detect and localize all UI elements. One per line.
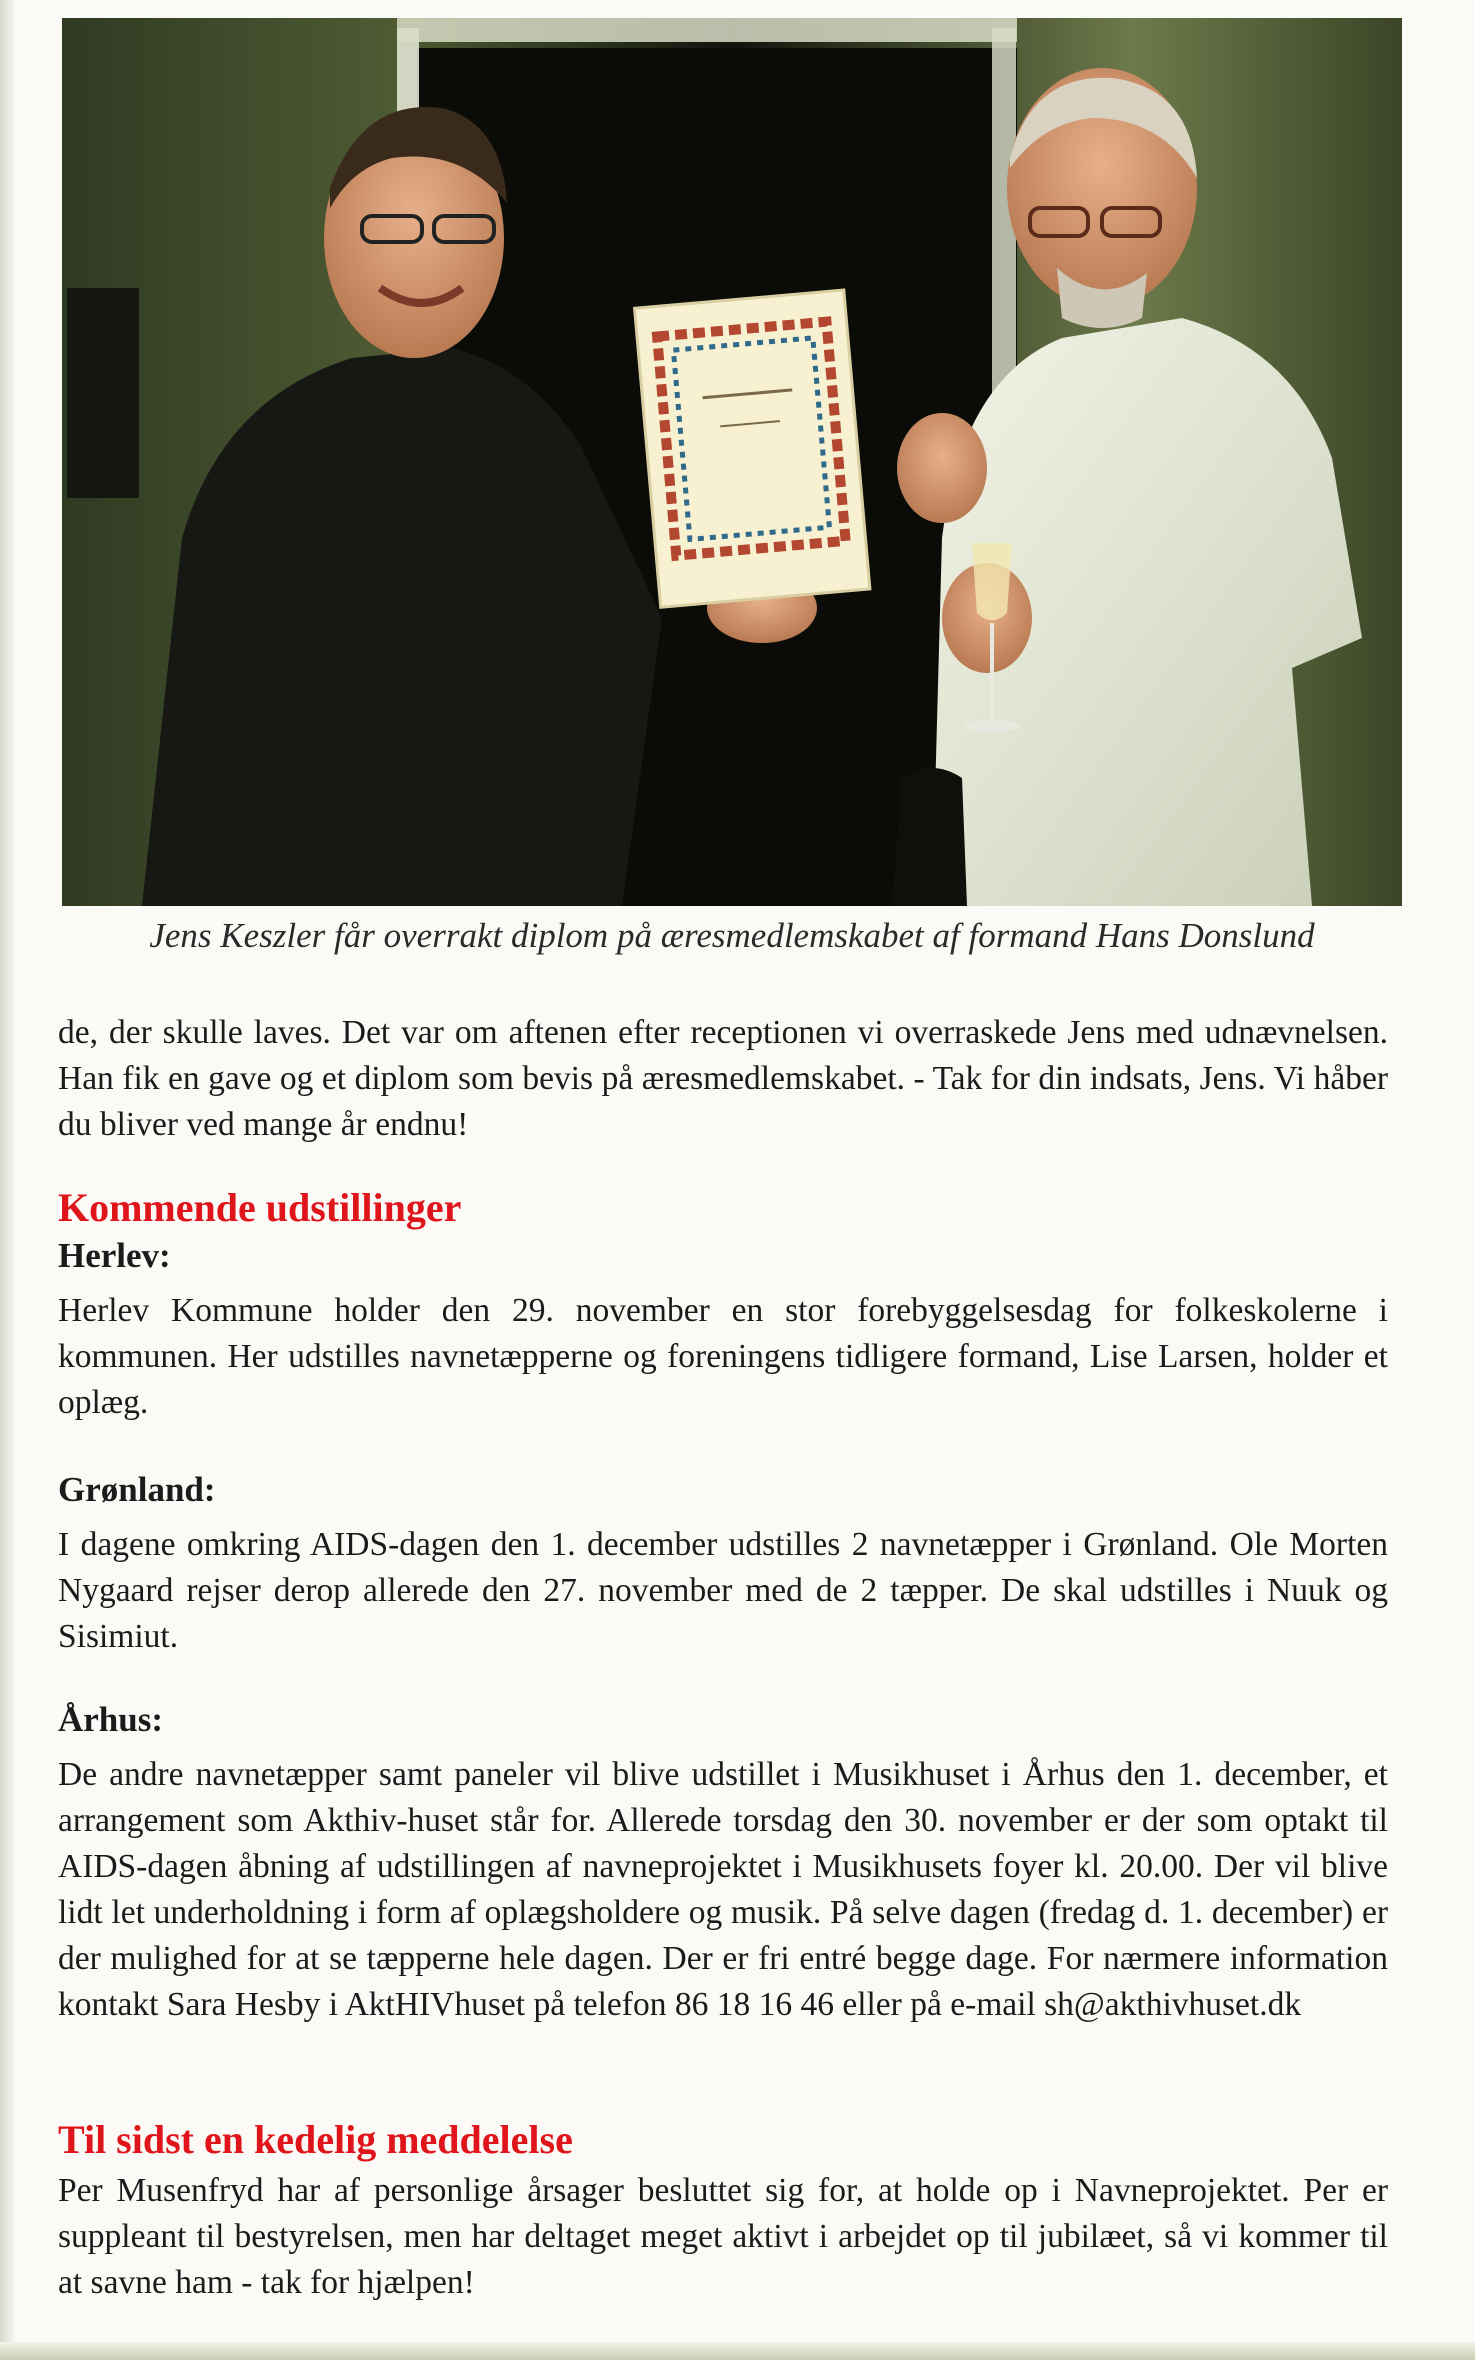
notice-paragraph [58, 2168, 1388, 2306]
subheading-herlev: Herlev: [58, 1236, 171, 1275]
award-photo [62, 18, 1402, 906]
section-title-upcoming: Kommende udstillinger [58, 1185, 462, 1230]
subheading-aarhus: Århus: [58, 1700, 164, 1739]
subheading-groenland: Grønland: [58, 1470, 216, 1509]
aarhus-paragraph [58, 1752, 1388, 2028]
intro-text: de, der skulle laves. Det var om aftenen efter receptionen vi overraskede Jens med udnævnelsen. Han fik en gave og et diplom som bevis på æresmedlemskabet. - Tak for din indsats, Jens. Vi håber du bliver ved mange år endnu! [58, 1014, 1388, 1143]
intro-paragraph [58, 1010, 1388, 1148]
contact-email-link[interactable]: sh@akthivhuset.dk [1044, 1986, 1302, 2023]
herlev-text: Herlev Kommune holder den 29. november en stor forebyggelsesdag for folkeskolerne i kommunen. Her udstilles navnetæpperne og foreningens tidligere formand, Lise Larsen, holder et oplæg. [58, 1292, 1388, 1421]
notice-text: Per Musenfryd har af personlige årsager besluttet sig for, at holde op i Navneprojektet. Per er suppleant til bestyrelsen, men har deltaget meget aktivt i arbejdet op til jubilæet, så vi kommer til at savne ham - tak for hjælpen! [58, 2172, 1388, 2301]
page-edge-shadow [0, 0, 14, 2360]
aarhus-text: De andre navnetæpper samt paneler vil blive udstillet i Musikhuset i Århus den 1. december, et arrangement som Akthiv-huset står for. Allerede torsdag den 30. november er der som optakt til AIDS-dagen åbning af udstillingen af navneprojektet i Musikhusets foyer kl. 20.00. Der vil blive lidt let underholdning i form af oplægsholdere og musik. På selve dagen (fredag d. 1. december) er der mulighed for at se tæpperne hele dagen. Der er fri entré begge dage. For nærmere information kontakt Sara Hesby i AktHIVhuset på telefon 86 18 16 46 eller på e-mail [58, 1756, 1388, 2023]
photo-illustration [62, 18, 1402, 906]
page-bottom-edge [0, 2342, 1475, 2360]
aarhus-body [58, 1752, 1388, 2028]
photo-caption: Jens Keszler får overrakt diplom på æresmedlemskabet af formand Hans Donslund [149, 916, 1315, 955]
groenland-text: I dagene omkring AIDS-dagen den 1. december udstilles 2 navnetæpper i Grønland. Ole Morten Nygaard rejser derop allerede den 27. november med de 2 tæpper. De skal udstilles i Nuuk og Sisimiut. [58, 1526, 1388, 1655]
section-title-notice: Til sidst en kedelig meddelelse [58, 2117, 573, 2162]
herlev-paragraph [58, 1288, 1388, 1426]
groenland-paragraph [58, 1522, 1388, 1660]
